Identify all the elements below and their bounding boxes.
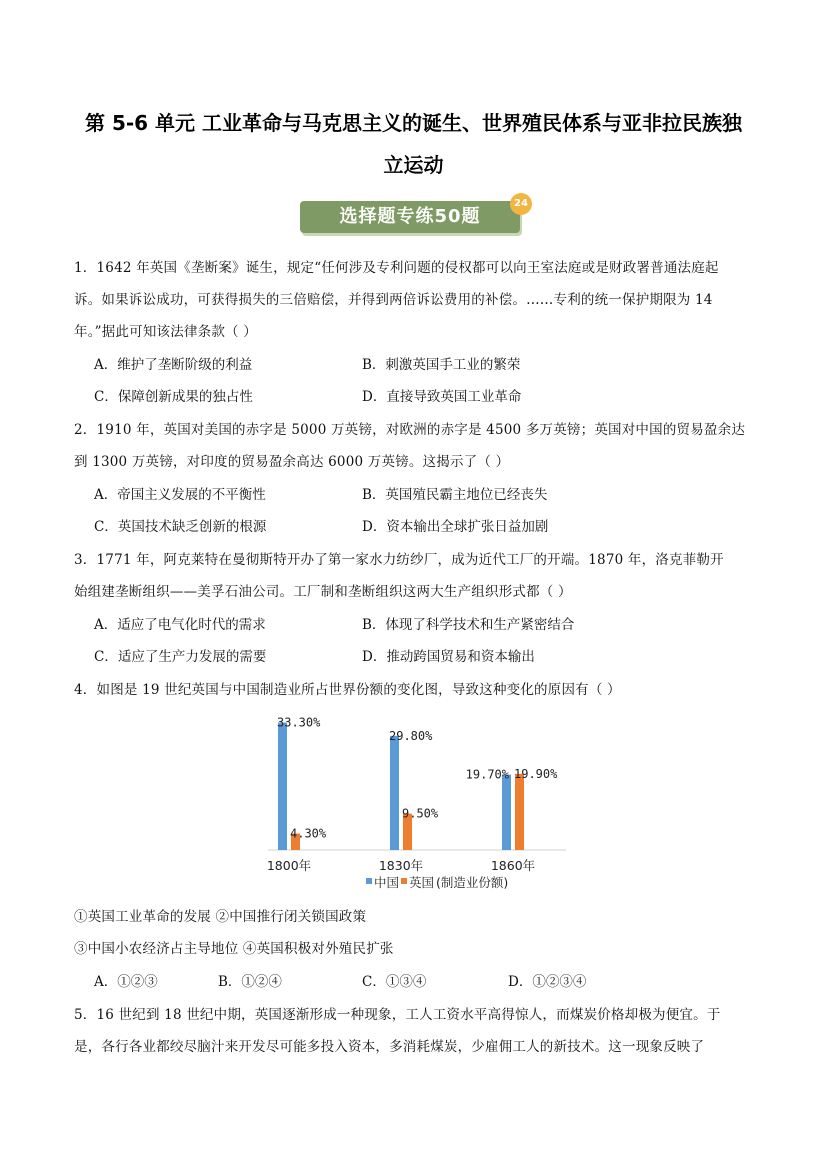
data-label-uk-0: 4.30% xyxy=(290,826,327,841)
q1-option-c[interactable]: C．保障创新成果的独占性 xyxy=(94,389,253,405)
q4-item-line-2: ③中国小农经济占主导地位 ④英国积极对外殖民扩张 xyxy=(74,941,394,957)
q3-line-1: 3．1771 年，阿克莱特在曼彻斯特开办了第一家水力纺纱厂，成为近代工厂的开端。1870 年，洛克菲勒开 xyxy=(74,552,724,568)
q4-option-a[interactable]: A．①②③ xyxy=(94,974,158,990)
q2-option-c[interactable]: C．英国技术缺乏创新的根源 xyxy=(94,519,267,535)
q2-line-2: 到 1300 万英镑，对印度的贸易盈余高达 6000 万英镑。这揭示了（ ） xyxy=(74,454,510,470)
q5-line-1: 5．16 世纪到 18 世纪中期，英国逐渐形成一种现象，工人工资水平高得惊人，而煤炭价格却极为便宜。于 xyxy=(74,1007,721,1023)
category-label-1: 1830年 xyxy=(378,858,424,873)
legend-swatch-uk xyxy=(401,878,407,884)
q4-option-c[interactable]: C．①③④ xyxy=(362,974,427,990)
legend-label-uk: 英国 xyxy=(409,875,435,890)
chart-legend xyxy=(366,875,508,890)
data-label-uk-2: 19.90% xyxy=(514,766,558,781)
category-label-0: 1800年 xyxy=(266,858,312,873)
q5-line-2: 是，各行各业都绞尽脑汁来开发尽可能多投入资本，多消耗煤炭，少雇佣工人的新技术。这一现象反映了 xyxy=(74,1039,705,1055)
q1-line-2: 诉。如果诉讼成功，可获得损失的三倍赔偿，并得到两倍诉讼费用的补偿。……专利的统一保护期限为 14 xyxy=(74,292,713,308)
q1-line-3: 年。”据此可知该法律条款（ ） xyxy=(74,324,257,340)
legend-swatch-china xyxy=(366,878,372,884)
q1-option-a[interactable]: A．维护了垄断阶级的利益 xyxy=(94,357,253,373)
bar-uk-2 xyxy=(515,774,524,850)
q2-option-d[interactable]: D．资本输出全球扩张日益加剧 xyxy=(362,519,549,535)
data-label-china-2: 19.70% xyxy=(465,767,509,782)
q1-option-b[interactable]: B．刺激英国手工业的繁荣 xyxy=(362,357,521,373)
data-label-uk-1: 9.50% xyxy=(402,806,439,821)
category-label-2: 1860年 xyxy=(490,858,536,873)
q3-line-2: 始组建垄断组织——美孚石油公司。工厂制和垄断组织这两大生产组织形式都（ ） xyxy=(74,584,572,600)
q4-option-b[interactable]: B．①②④ xyxy=(218,974,282,990)
q4-item-line-1: ①英国工业革命的发展 ②中国推行闭关锁国政策 xyxy=(74,909,367,925)
q3-option-b[interactable]: B．体现了科学技术和生产紧密结合 xyxy=(362,617,575,633)
chart-category-labels xyxy=(267,858,535,873)
bar-china-1 xyxy=(390,736,399,850)
q2-option-b[interactable]: B．英国殖民霸主地位已经丧失 xyxy=(362,487,548,503)
banner-badge: 24 xyxy=(510,193,532,215)
legend-suffix: (制造业份额) xyxy=(436,875,509,890)
q1-line-1: 1．1642 年英国《垄断案》诞生，规定“任何涉及专利问题的侵权都可以向王室法庭或是财政署普通法庭起 xyxy=(74,260,719,276)
legend-label-china: 中国 xyxy=(374,875,400,890)
bar-china-0 xyxy=(278,723,287,850)
section-banner xyxy=(300,193,532,241)
q3-option-d[interactable]: D．推动跨国贸易和资本输出 xyxy=(362,649,535,665)
q4-option-d[interactable]: D．①②③④ xyxy=(508,974,587,990)
bar-china-2 xyxy=(502,775,511,850)
title-line-2: 立运动 xyxy=(383,153,444,177)
q3-option-a[interactable]: A．适应了电气化时代的需求 xyxy=(94,617,266,633)
q2-option-a[interactable]: A．帝国主义发展的不平衡性 xyxy=(94,487,266,503)
q3-option-c[interactable]: C．适应了生产力发展的需要 xyxy=(94,649,267,665)
page-title xyxy=(60,102,767,186)
q1-option-d[interactable]: D．直接导致英国工业革命 xyxy=(362,389,522,405)
manufacturing-share-chart xyxy=(258,706,578,896)
title-line-1: 第 5-6 单元 工业革命与马克思主义的诞生、世界殖民体系与亚非拉民族独 xyxy=(84,111,743,135)
q2-line-1: 2．1910 年，英国对美国的赤字是 5000 万英镑，对欧洲的赤字是 4500 多万英镑；英国对中国的贸易盈余达 xyxy=(74,422,746,438)
banner-label: 选择题专练50题 xyxy=(300,201,520,233)
data-label-china-1: 29.80% xyxy=(389,728,433,743)
data-label-china-0: 33.30% xyxy=(277,715,321,730)
q4-stem: 4．如图是 19 世纪英国与中国制造业所占世界份额的变化图，导致这种变化的原因有（ ） xyxy=(74,682,621,698)
